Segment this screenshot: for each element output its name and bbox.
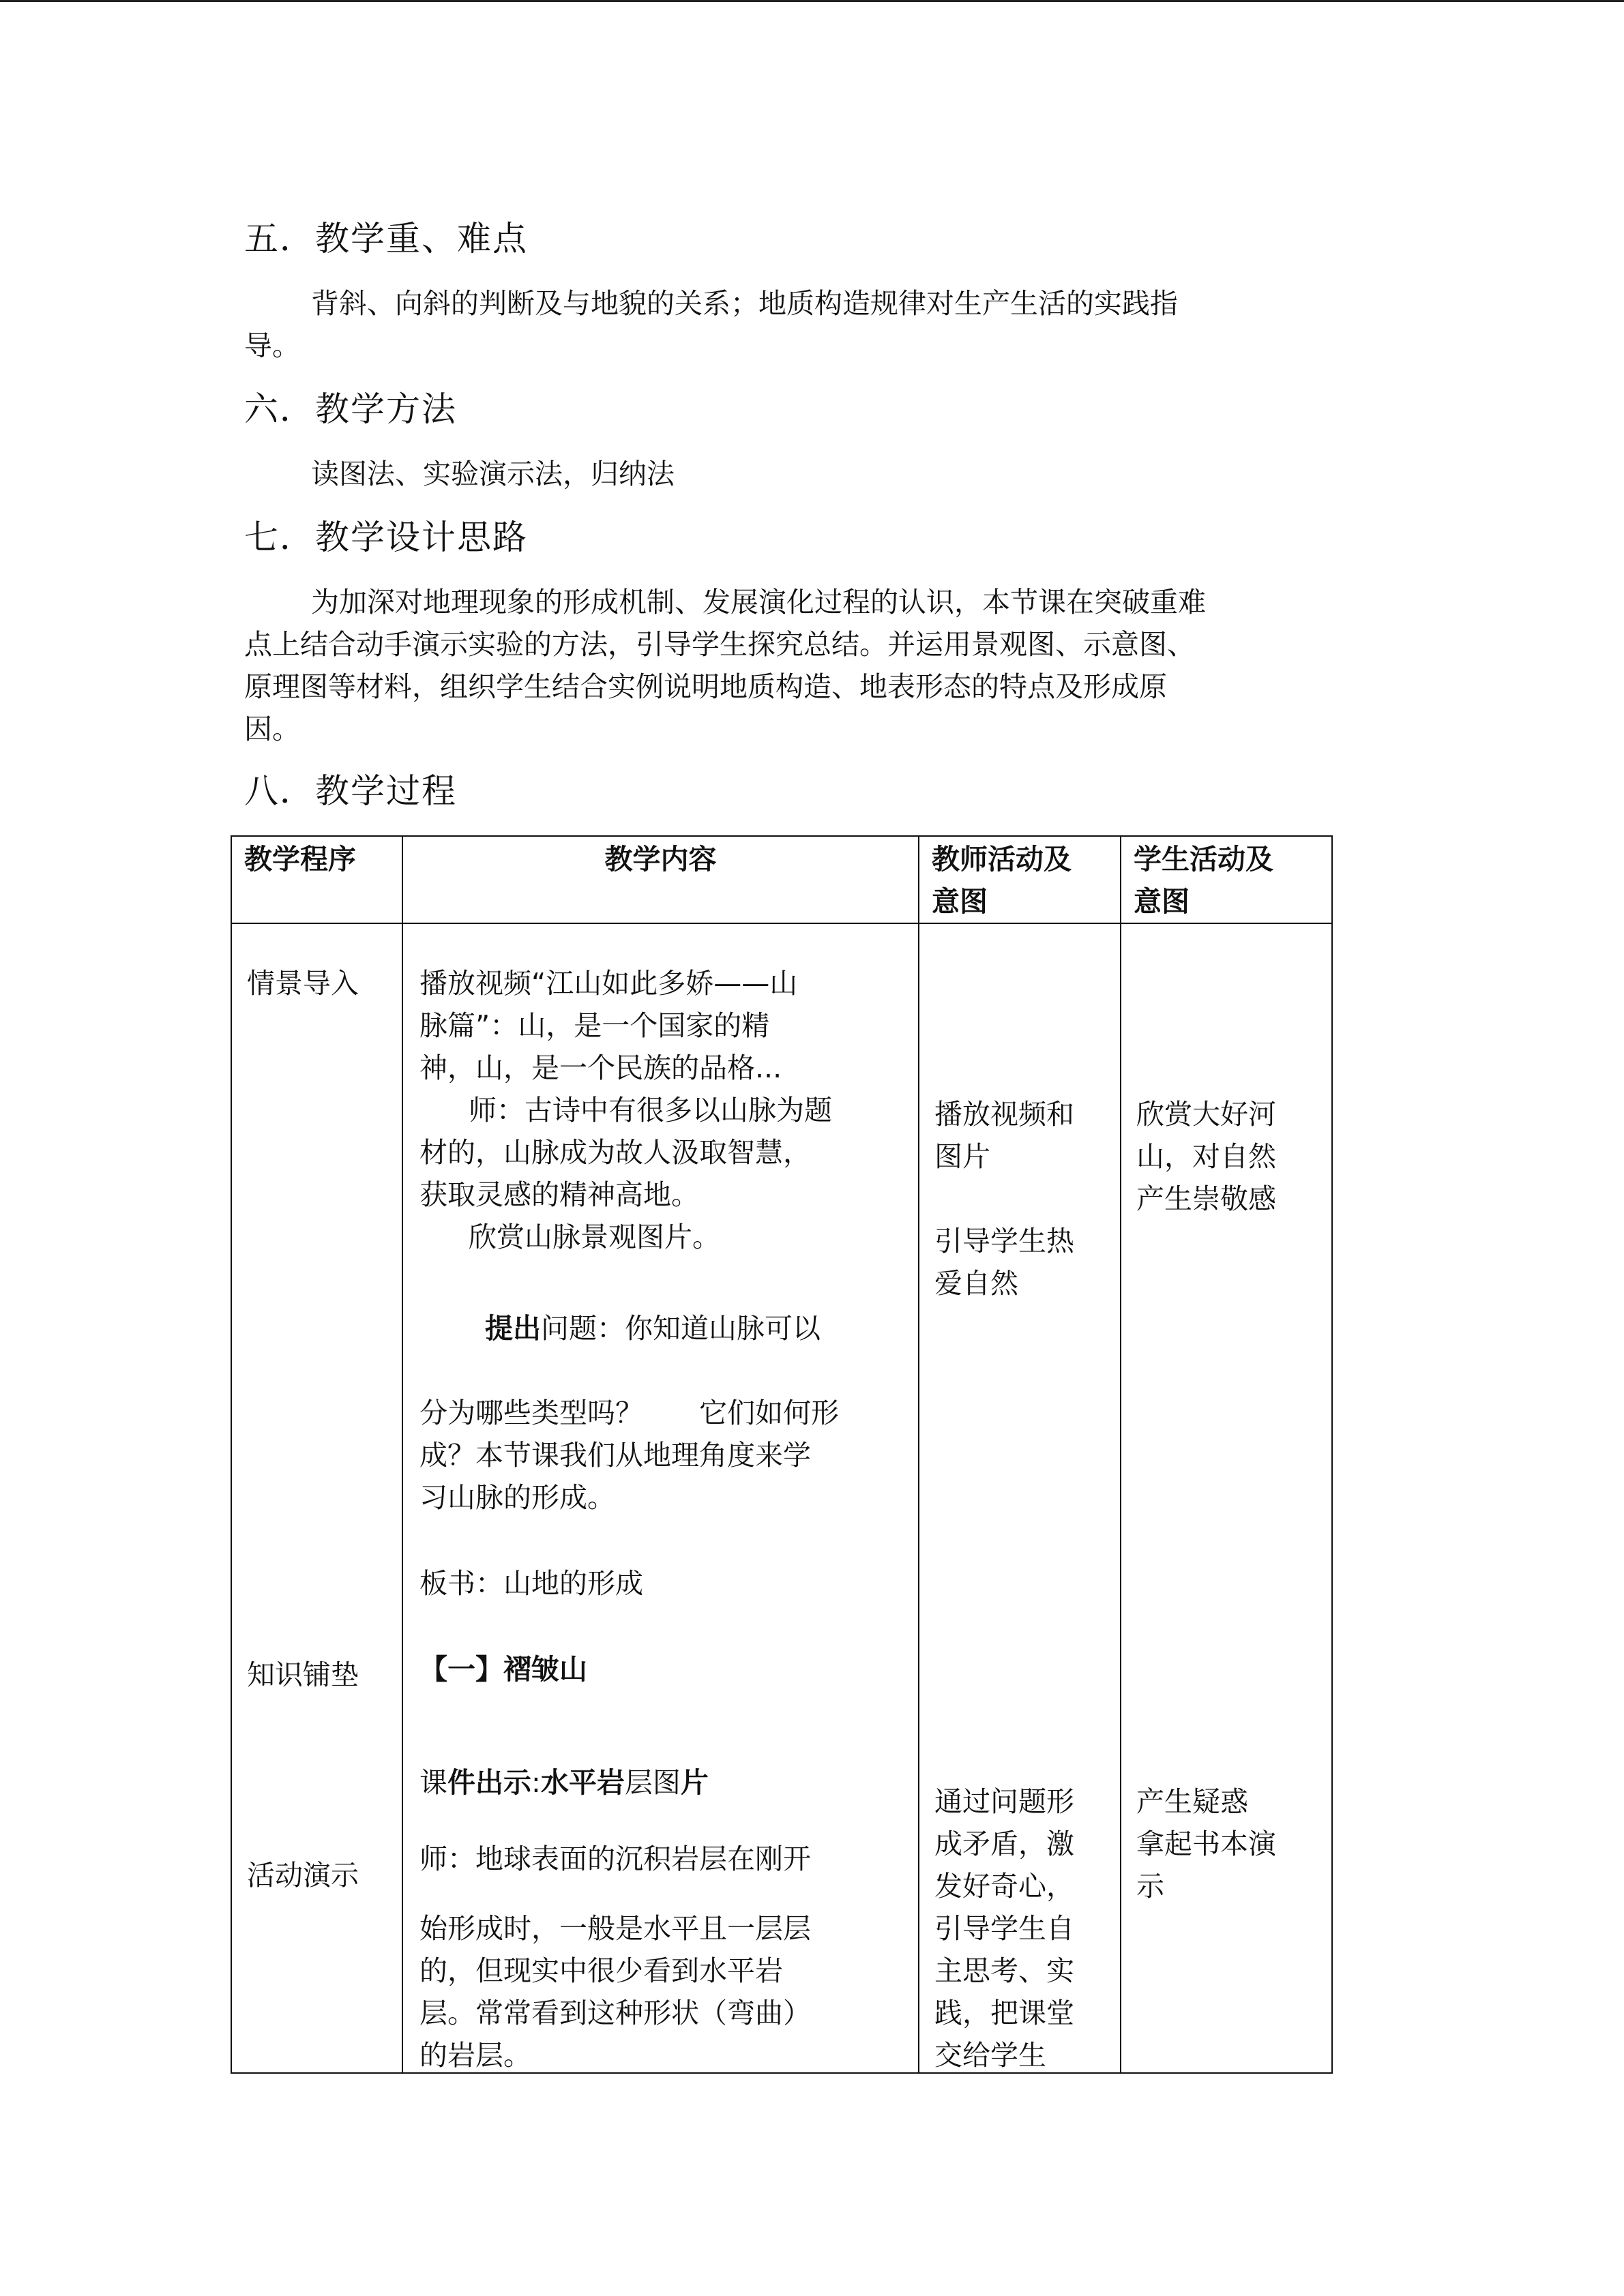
section-heading-5: 五．教学重、难点 xyxy=(244,219,528,258)
content-question-line-2: 分为哪些类型吗？ 它们如何形 xyxy=(419,1397,839,1429)
section-heading-8: 八．教学过程 xyxy=(244,771,457,811)
student-b-line-3: 示 xyxy=(1136,1870,1164,1903)
header-procedure: 教学程序 xyxy=(231,836,402,923)
content-rock-line-3: 层。常常看到这种形状（弯曲） xyxy=(419,1997,811,2029)
section-6-line-1: 读图法、实验演示法，归纳法 xyxy=(311,458,675,490)
header-student-line-1: 学生活动及 xyxy=(1134,843,1273,876)
teacher-a-line-2: 图片 xyxy=(934,1140,990,1173)
content-video-line-3: 神，山，是一个民族的品格... xyxy=(419,1052,782,1084)
courseware-part-4: 水平岩 xyxy=(540,1766,625,1799)
content-poem-line-2: 材的，山脉成为故人汲取智慧， xyxy=(419,1136,811,1169)
section-heading-6: 六．教学方法 xyxy=(244,389,457,429)
teacher-c-line-2: 成矛盾，激 xyxy=(934,1828,1074,1860)
procedure-scene-intro: 情景导入 xyxy=(247,967,359,1000)
content-question-line-4: 习山脉的形成。 xyxy=(419,1481,615,1514)
content-video-line-1: 播放视频“江山如此多娇——山 xyxy=(419,967,798,1000)
teaching-process-table xyxy=(231,835,1333,2074)
header-student-activity xyxy=(1121,836,1332,923)
student-a-line-2: 山，对自然 xyxy=(1136,1140,1276,1173)
content-poem-line-3: 获取灵感的精神高地。 xyxy=(419,1178,699,1211)
table-body-row xyxy=(231,923,1332,2073)
courseware-part-3: : xyxy=(531,1766,541,1799)
teacher-c-line-5: 主思考、实 xyxy=(934,1954,1074,1987)
page-top-border xyxy=(0,0,1624,2)
section-7-line-2: 点上结合动手演示实验的方法，引导学生探究总结。并运用景观图、示意图、 xyxy=(244,628,1195,661)
header-teacher-activity xyxy=(919,836,1121,923)
teacher-c-line-1: 通过问题形 xyxy=(934,1785,1074,1818)
teacher-c-line-3: 发好奇心， xyxy=(934,1870,1074,1903)
content-courseware-line xyxy=(419,1761,709,1804)
student-a-line-1: 欣赏大好河 xyxy=(1136,1098,1276,1131)
header-student-line-2: 意图 xyxy=(1134,885,1190,918)
header-teacher-line-2: 意图 xyxy=(932,885,988,918)
section-7-line-1: 为加深对地理现象的形成机制、发展演化过程的认识，本节课在突破重难 xyxy=(311,586,1206,618)
content-question-bold: 提出 xyxy=(485,1312,541,1345)
content-board-note: 板书：山地的形成 xyxy=(419,1567,643,1600)
content-rock-line-4: 的岩层。 xyxy=(419,2039,531,2072)
header-teacher-line-1: 教师活动及 xyxy=(932,843,1072,876)
content-fold-mountain-title: 【一】褶皱山 xyxy=(419,1653,587,1686)
procedure-knowledge-base: 知识铺垫 xyxy=(247,1658,359,1691)
courseware-part-5: 层图 xyxy=(624,1766,681,1799)
section-7-line-4: 因。 xyxy=(244,713,300,745)
section-5-line-1: 背斜、向斜的判断及与地貌的关系；地质构造规律对生产生活的实践指 xyxy=(311,287,1178,320)
content-appreciate: 欣赏山脉景观图片。 xyxy=(469,1221,720,1253)
teacher-c-line-7: 交给学生 xyxy=(934,2039,1046,2072)
header-content: 教学内容 xyxy=(402,836,919,923)
courseware-part-2: 件出示 xyxy=(447,1766,531,1799)
content-teacher-rock-line: 师：地球表面的沉积岩层在刚开 xyxy=(419,1843,811,1875)
section-heading-7: 七．教学设计思路 xyxy=(244,518,528,557)
content-question-rest: 问题：你知道山脉可以 xyxy=(541,1312,821,1345)
content-poem-line-1: 师：古诗中有很多以山脉为题 xyxy=(469,1094,832,1127)
section-5-line-2: 导。 xyxy=(244,329,300,362)
procedure-cell xyxy=(231,923,402,2073)
teacher-b-line-1: 引导学生热 xyxy=(934,1225,1074,1257)
table-header-row xyxy=(231,836,1332,923)
teacher-c-line-4: 引导学生自 xyxy=(934,1912,1074,1945)
teacher-c-line-6: 践，把课堂 xyxy=(934,1997,1074,2029)
student-a-line-3: 产生崇敬感 xyxy=(1136,1182,1276,1215)
content-rock-line-1: 始形成时，一般是水平且一层层 xyxy=(419,1912,811,1945)
content-cell xyxy=(402,923,919,2073)
teacher-a-line-1: 播放视频和 xyxy=(934,1098,1074,1131)
content-video-line-2: 脉篇”：山，是一个国家的精 xyxy=(419,1009,770,1042)
courseware-part-1: 课 xyxy=(419,1766,447,1799)
content-rock-line-2: 的，但现实中很少看到水平岩 xyxy=(419,1954,783,1987)
student-b-line-1: 产生疑惑 xyxy=(1136,1785,1248,1818)
courseware-part-6: 片 xyxy=(680,1766,709,1799)
teacher-activity-cell xyxy=(919,923,1121,2073)
content-question-line-1 xyxy=(485,1307,821,1350)
student-activity-cell xyxy=(1121,923,1332,2073)
student-b-line-2: 拿起书本演 xyxy=(1136,1828,1276,1860)
content-question-line-3: 成？本节课我们从地理角度来学 xyxy=(419,1439,811,1472)
teacher-b-line-2: 爱自然 xyxy=(934,1267,1018,1300)
procedure-activity-demo: 活动演示 xyxy=(247,1859,359,1892)
section-7-line-3: 原理图等材料，组织学生结合实例说明地质构造、地表形态的特点及形成原 xyxy=(244,670,1167,703)
